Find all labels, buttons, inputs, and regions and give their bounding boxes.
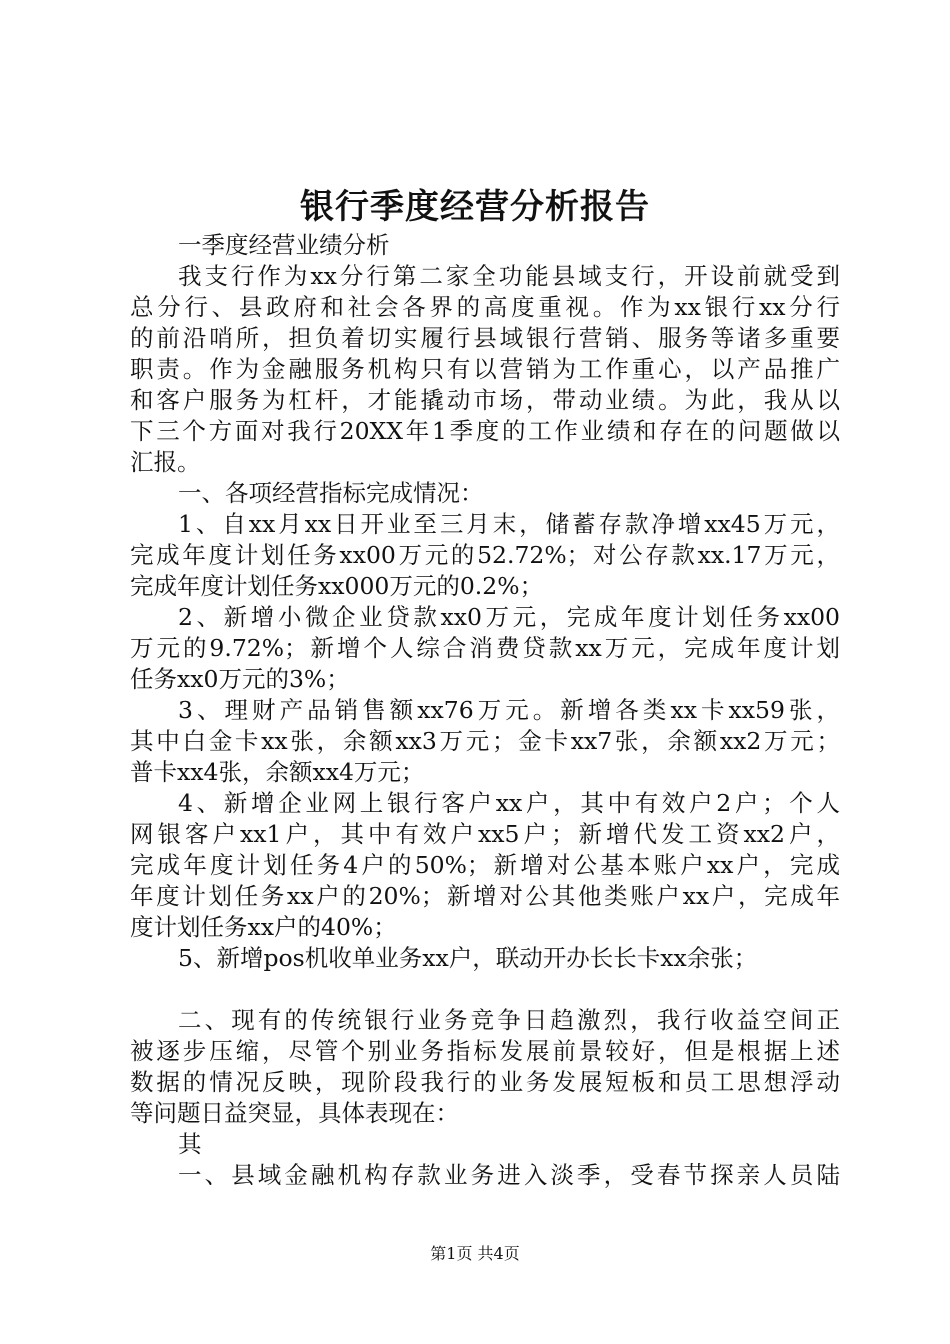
- section-heading: 一、各项经营指标完成情况：: [178, 479, 484, 507]
- paragraph-line: 完成年度计划任务xx00万元的52.72%；对公存款xx.17万元，: [130, 541, 840, 569]
- document-body: [130, 230, 840, 1191]
- paragraph-line: 普卡xx4张，余额xx4万元；: [130, 758, 425, 786]
- paragraph-line: 度计划任务xx户的40%；: [130, 913, 397, 941]
- paragraph-line: 被逐步压缩，尽管个别业务指标发展前景较好，但是根据上述: [130, 1037, 840, 1065]
- paragraph-line: 和客户服务为杠杆，才能撬动市场，带动业绩。为此，我从以: [130, 386, 840, 414]
- section-heading: 一季度经营业绩分析: [178, 231, 390, 259]
- document-title: 银行季度经营分析报告: [300, 187, 650, 227]
- paragraph-line: 我支行作为xx分行第二家全功能县域支行，开设前就受到: [178, 262, 840, 290]
- paragraph-line: 的前沿哨所，担负着切实履行县域银行营销、服务等诸多重要: [130, 324, 840, 352]
- paragraph-line: 其: [178, 1130, 202, 1158]
- paragraph-line: 5、新增pos机收单业务xx户，联动开办长长卡xx余张；: [178, 944, 758, 972]
- paragraph-line: 4、新增企业网上银行客户xx户，其中有效户2户；个人: [178, 789, 840, 817]
- paragraph-line: 完成年度计划任务xx000万元的0.2%；: [130, 572, 544, 600]
- paragraph-line: 2、新增小微企业贷款xx0万元，完成年度计划任务xx00: [178, 603, 840, 631]
- paragraph-line: 万元的9.72%；新增个人综合消费贷款xx万元，完成年度计划: [130, 634, 840, 662]
- paragraph-line: 下三个方面对我行20XX年1季度的工作业绩和存在的问题做以: [130, 417, 840, 445]
- paragraph-line: 一、县域金融机构存款业务进入淡季，受春节探亲人员陆: [178, 1161, 840, 1189]
- paragraph-line: 汇报。: [130, 448, 201, 476]
- paragraph-line: 二、现有的传统银行业务竞争日趋激烈，我行收益空间正: [178, 1006, 840, 1034]
- paragraph-line: 等问题日益突显，具体表现在：: [130, 1099, 459, 1127]
- paragraph-gap: [130, 974, 840, 1005]
- page-footer: 第1页 共4页: [430, 1244, 520, 1263]
- paragraph-line: 网银客户xx1户，其中有效户xx5户；新增代发工资xx2户，: [130, 820, 840, 848]
- paragraph-line: 任务xx0万元的3%；: [130, 665, 350, 693]
- paragraph-line: 其中白金卡xx张，余额xx3万元；金卡xx7张，余额xx2万元；: [130, 727, 840, 755]
- paragraph-line: 年度计划任务xx户的20%；新增对公其他类账户xx户，完成年: [130, 882, 840, 910]
- paragraph-line: 职责。作为金融服务机构只有以营销为工作重心，以产品推广: [130, 355, 840, 383]
- paragraph-line: 3、理财产品销售额xx76万元。新增各类xx卡xx59张，: [178, 696, 840, 724]
- paragraph-line: 总分行、县政府和社会各界的高度重视。作为xx银行xx分行: [130, 293, 840, 321]
- paragraph-line: 1、自xx月xx日开业至三月末，储蓄存款净增xx45万元，: [178, 510, 840, 538]
- paragraph-line: 数据的情况反映，现阶段我行的业务发展短板和员工思想浮动: [130, 1068, 840, 1096]
- paragraph-line: 完成年度计划任务4户的50%；新增对公基本账户xx户，完成: [130, 851, 840, 879]
